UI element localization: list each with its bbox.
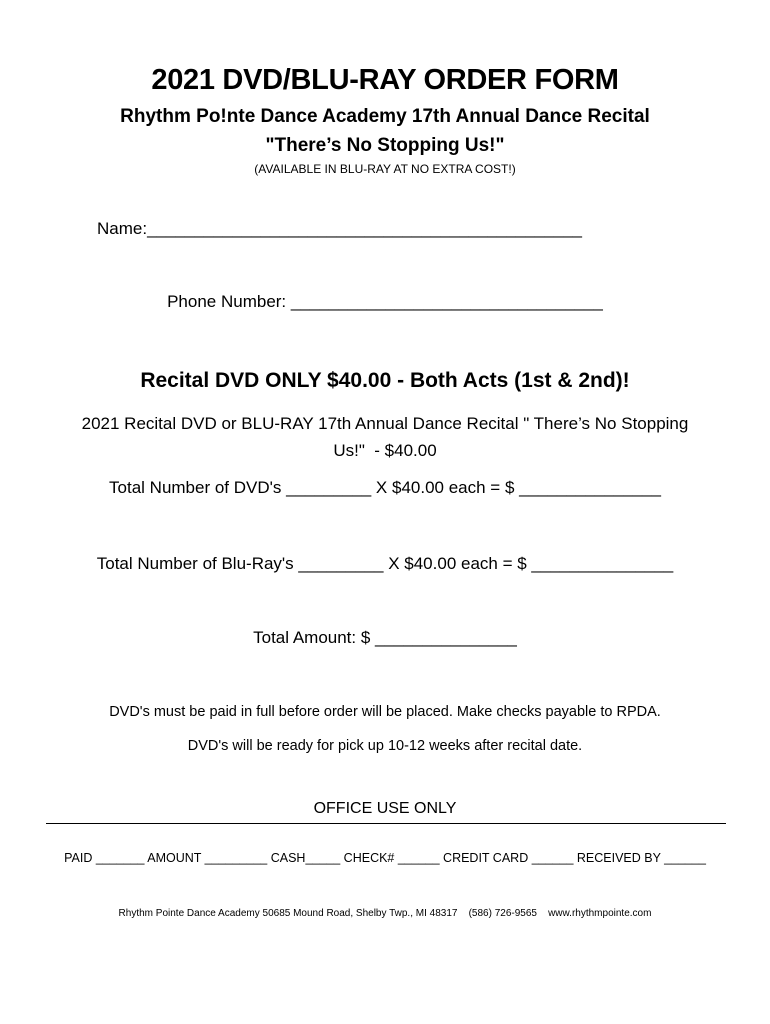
dvd-quantity-line[interactable]: Total Number of DVD's _________ X $40.00 each = $ _______________ xyxy=(109,478,661,497)
description-line-2: Us!" - $40.00 xyxy=(333,441,437,460)
section-heading: Recital DVD ONLY $40.00 - Both Acts (1st & 2nd)! xyxy=(140,369,630,392)
office-divider xyxy=(46,823,726,824)
office-use-heading: OFFICE USE ONLY xyxy=(313,800,457,817)
academy-recital-subtitle: Rhythm Po!nte Dance Academy 17th Annual Dance Recital xyxy=(120,106,650,127)
description-line-1: 2021 Recital DVD or BLU-RAY 17th Annual Dance Recital " There’s No Stopping xyxy=(81,414,689,433)
recital-name-subtitle: "There’s No Stopping Us!" xyxy=(265,135,505,156)
footer-contact: Rhythm Pointe Dance Academy 50685 Mound Road, Shelby Twp., MI 48317 (586) 726-9565 www.rhythmpointe.com xyxy=(118,908,652,919)
name-field[interactable]: Name:______________________________________________ xyxy=(97,219,582,238)
pickup-note: DVD's will be ready for pick up 10-12 weeks after recital date. xyxy=(187,738,583,754)
office-use-fields: PAID _______ AMOUNT _________ CASH_____ CHECK# ______ CREDIT CARD ______ RECEIVED BY ______ xyxy=(64,851,706,865)
bluray-quantity-line[interactable]: Total Number of Blu-Ray's _________ X $40.00 each = $ _______________ xyxy=(96,554,674,573)
total-amount-line[interactable]: Total Amount: $ _______________ xyxy=(253,628,517,647)
payment-note: DVD's must be paid in full before order will be placed. Make checks payable to RPDA. xyxy=(109,704,661,720)
phone-number-field[interactable]: Phone Number: _________________________________ xyxy=(167,292,603,311)
form-title: 2021 DVD/BLU-RAY ORDER FORM xyxy=(151,64,619,96)
availability-note: (AVAILABLE IN BLU-RAY AT NO EXTRA COST!) xyxy=(254,162,516,176)
